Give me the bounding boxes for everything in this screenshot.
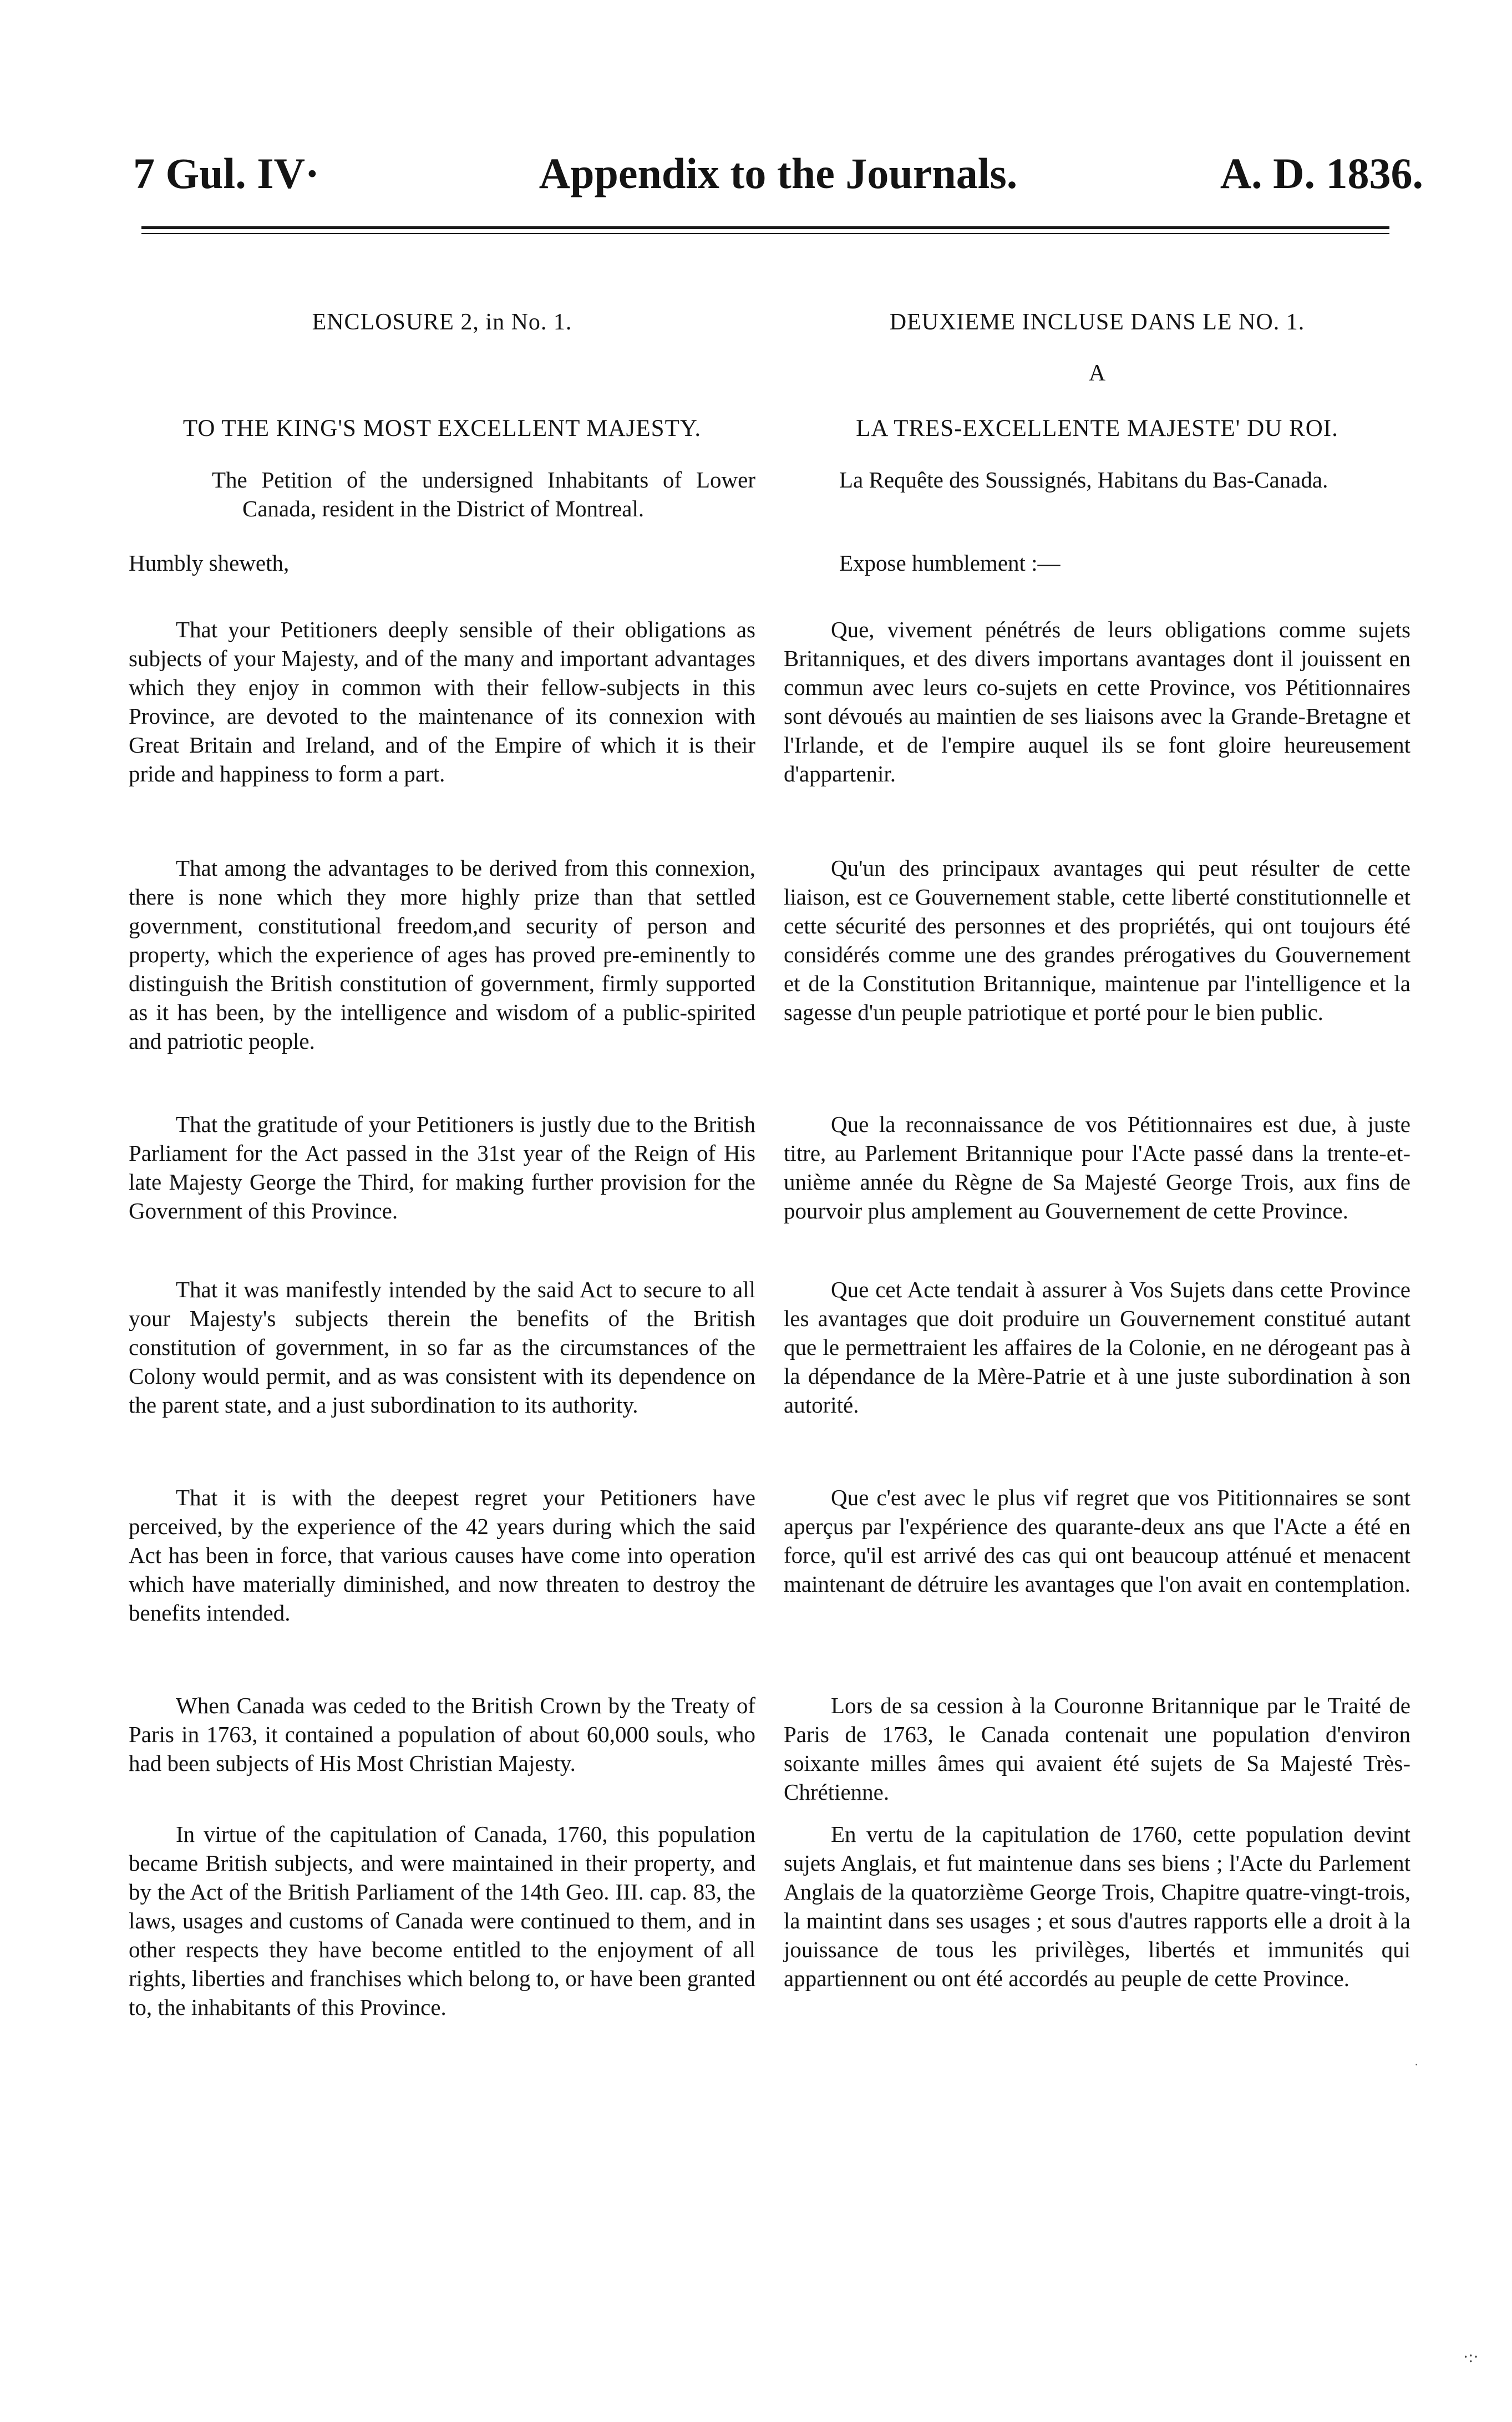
salutation: Humbly sheweth, <box>129 550 290 576</box>
french-column <box>784 308 1410 1991</box>
paragraph: When Canada was ceded to the British Crown by the Treaty of Paris in 1763, it contained a population of about 60,000 souls, who had been subjects of His Most Christian Majesty. <box>129 1693 755 1776</box>
paragraph: That your Petitioners deeply sensible of their obligations as subjects of your Majesty, and of the many and important advantages which they enjoy in common with their fellow-subjects in this Province, are devoted to the maintenance of its connexion with Great Britain and Ireland, and of the Empire of which it is their pride and happiness to form a part. <box>129 617 755 786</box>
petition-description-fr: La Requête des Soussignés, Habitans du Bas-Canada. <box>839 467 1328 492</box>
preposition-line: A <box>1088 360 1106 386</box>
paragraph: That it is with the deepest regret your Petitioners have perceived, by the experience of the 42 years during which the said Act has been in force, that various causes have come into operation which have materially diminished, and now threaten to destroy the benefits intended. <box>129 1485 755 1626</box>
print-speck: ·:· <box>1463 2348 1479 2366</box>
running-header <box>133 149 1423 210</box>
paragraph-fr: Que cet Acte tendait à assurer à Vos Sujets dans cette Province les avantages que doit produire un Gouvernement constitué autant que le permettraient les affaires de la Colonie, en ne dérogeant pas à la dépendance de la Mère-Patrie et à une juste subordination à son autorité. <box>784 1277 1410 1418</box>
paragraph: In virtue of the capitulation of Canada, 1760, this population became British subjects, and were maintained in their property, and by the Act of the British Parliament of the 14th Geo. III. cap. 83, the laws, usages and customs of Canada were continued to them, and in other respects they have become entitled to the enjoyment of all rights, liberties and franchises which belong to, or have been granted to, the inhabitants of this Province. <box>129 1821 755 2020</box>
petition-description: The Petition of the undersigned Inhabitants of Lower Canada, resident in the District of Montreal. <box>212 467 755 521</box>
paragraph-fr: Que la reconnaissance de vos Pétitionnaires est due, à juste titre, au Parlement Britannique pour l'Acte passé dans la trente-et-unième année du Règne de Sa Majesté George Trois, aux fins de pourvoir plus amplement au Gouvernement de cette Province. <box>784 1111 1410 1223</box>
paragraph-fr: Que c'est avec le plus vif regret que vos Pititionnaires se sont aperçus par l'expérience des quarante-deux ans que l'Acte a été en force, qu'il est arrivé des cas qui ont beaucoup atténué et menacent maintenant de détruire les avantages que l'on avait en contemplation. <box>784 1485 1410 1597</box>
year-reference: A. D. 1836. <box>1220 149 1423 197</box>
paragraph-fr: Qu'un des principaux avantages qui peut résulter de cette liaison, est ce Gouvernement stable, cette liberté constitutionnelle et cette sécurité des personnes et des propriétés, qui ont toujours été considérés comme une des grandes prérogatives du Gouvernement et de la Constitution Britannique, maintenue par l'intelligence et la sagesse d'un peuple patriotique et porté pour le bien public. <box>784 855 1410 1025</box>
addressee-heading: TO THE KING'S MOST EXCELLENT MAJESTY. <box>182 415 702 441</box>
paragraph-fr: Lors de sa cession à la Couronne Britannique par le Traité de Paris de 1763, le Canada contenait une population d'environ soixante milles âmes qui avaient été sujets de Sa Majesté Très-Chrétienne. <box>784 1693 1410 1805</box>
spacer <box>129 359 755 414</box>
english-column <box>129 308 755 2020</box>
salutation-fr: Expose humblement :— <box>839 550 1061 576</box>
print-speck: · <box>1414 2058 1419 2071</box>
header-rule-thick <box>141 226 1389 229</box>
enclosure-heading-fr: DEUXIEME INCLUSE DANS LE NO. 1. <box>889 309 1305 335</box>
session-reference: 7 Gul. IV· <box>133 149 319 197</box>
paragraph-fr: En vertu de la capitulation de 1760, cette population devint sujets Anglais, et fut maintenue dans ses biens ; l'Acte du Parlement Anglais de la quatorzième George Trois, Chapitre quatre-vingt-trois, la maintint dans ses usages ; et sous d'autres rapports elle a droit à la jouissance de tous les privilèges, libertés et immunités qui appartiennent ou ont été accordés au peuple de cette Province. <box>784 1821 1410 1991</box>
paragraph: That the gratitude of your Petitioners is justly due to the British Parliament for the Act passed in the 31st year of the Reign of His late Majesty George the Third, for making further provision for the Government of this Province. <box>129 1111 755 1223</box>
header-rule-thin <box>141 233 1389 234</box>
paragraph: That it was manifestly intended by the said Act to secure to all your Majesty's subjects therein the benefits of the British constitution of government, in so far as the circumstances of the Colony would permit, and as was consistent with its dependence on the parent state, and a just subordination to its authority. <box>129 1277 755 1418</box>
paragraph-fr: Que, vivement pénétrés de leurs obligations comme sujets Britanniques, et des divers importans avantages dont il jouissent en commun avec leurs co-sujets en cette Province, vos Pétitionnaires sont dévoués au maintien de ses liaisons avec la Grande-Bretagne et l'Irlande, et de l'empire auquel ils se font gloire heureusement d'appartenir. <box>784 617 1410 786</box>
paragraph: That among the advantages to be derived from this connexion, there is none which they more highly prize than that settled government, constitutional freedom,and security of person and property, which the experience of ages has proved pre-eminently to distinguish the British constitution of government, firmly supported as it has been, by the intelligence and wisdom of a public-spirited and patriotic people. <box>129 855 755 1054</box>
addressee-heading-fr: LA TRES-EXCELLENTE MAJESTE' DU ROI. <box>856 415 1338 441</box>
enclosure-heading: ENCLOSURE 2, in No. 1. <box>312 309 572 335</box>
page-title: Appendix to the Journals. <box>539 149 1018 197</box>
